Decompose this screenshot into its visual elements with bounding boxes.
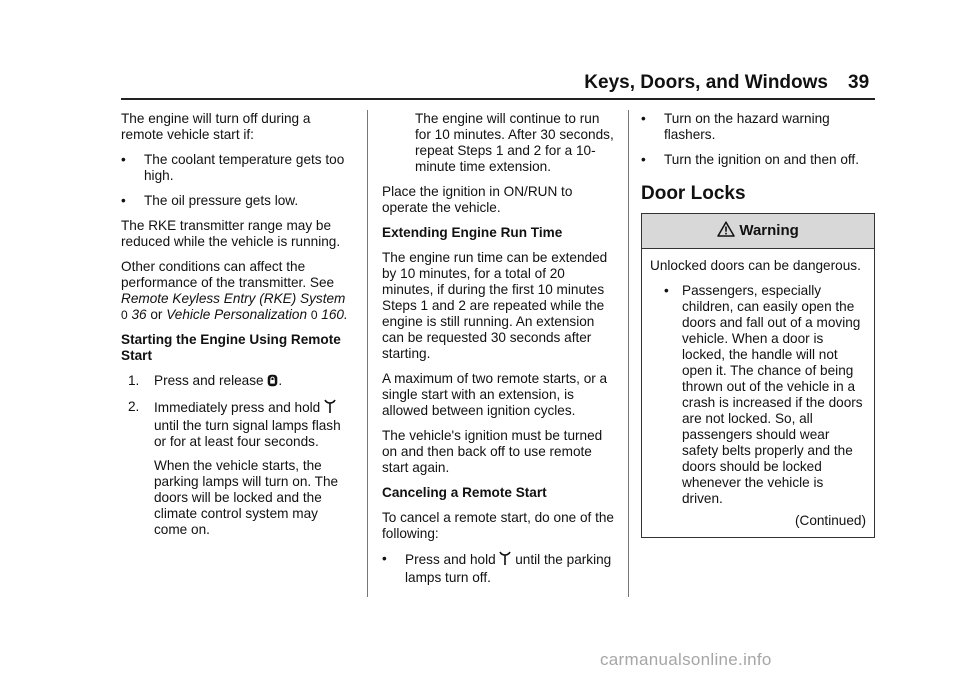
step-text: Press and release xyxy=(154,373,264,388)
page-reference[interactable]: 36 xyxy=(131,307,147,322)
bullet-mark: • xyxy=(641,111,646,126)
warning-title: Warning xyxy=(739,222,799,239)
warning-box xyxy=(641,213,875,538)
step-number: 2. xyxy=(128,399,140,414)
warning-header xyxy=(642,214,874,249)
bullet-item xyxy=(641,152,875,168)
header-rule xyxy=(121,98,875,100)
warning-triangle-icon xyxy=(717,216,735,250)
column-divider xyxy=(367,110,368,597)
header-title: Keys, Doors, and Windows xyxy=(584,72,828,93)
bullet-mark: • xyxy=(382,551,387,566)
paragraph: A maximum of two remote starts, or a single start with an extension, is allowed between ignition cycles. xyxy=(382,371,608,418)
numbered-step xyxy=(121,373,353,391)
text: or xyxy=(146,307,167,322)
paragraph: The RKE transmitter range may be reduced while the vehicle is running. xyxy=(121,218,341,249)
column-divider xyxy=(628,110,629,597)
bullet-item xyxy=(382,551,614,586)
bullet-item xyxy=(641,111,875,143)
paragraph: The vehicle's ignition must be turned on and then back off to use remote start again. xyxy=(382,428,603,475)
column-3 xyxy=(641,111,875,538)
paragraph: To cancel a remote start, do one of the following: xyxy=(382,510,614,541)
paragraph: The engine will continue to run for 10 minutes. After 30 seconds, repeat Steps 1 and 2 for a 10-minute time extension. xyxy=(415,111,614,174)
paragraph: The engine will turn off during a remote vehicle start if: xyxy=(121,111,311,142)
bullet-mark: • xyxy=(641,152,646,167)
section-title: Door Locks xyxy=(641,183,746,204)
column-1 xyxy=(121,111,353,547)
bullet-mark: • xyxy=(121,193,126,208)
warning-bullet xyxy=(650,283,866,507)
numbered-step xyxy=(121,399,353,450)
continued-label: (Continued) xyxy=(794,513,866,528)
lock-fob-icon xyxy=(267,374,278,391)
bullet-mark: • xyxy=(664,283,669,298)
text: Other conditions can affect the performance of the transmitter. See xyxy=(121,259,335,290)
subheading: Extending Engine Run Time xyxy=(382,225,563,240)
page-number: 39 xyxy=(848,72,870,93)
page-arrow-icon: 0 xyxy=(121,308,128,322)
watermark: carmanualsonline.info xyxy=(600,650,772,669)
column-2 xyxy=(382,111,614,595)
bullet-text: The oil pressure gets low. xyxy=(144,193,299,208)
step-text-end: . xyxy=(278,373,283,388)
subheading: Canceling a Remote Start xyxy=(382,485,547,500)
step-text: until the turn signal lamps flash or for at least four seconds. xyxy=(154,418,341,449)
step-number: 1. xyxy=(128,373,140,388)
paragraph-see-also xyxy=(121,259,353,323)
bullet-text: Press and hold xyxy=(405,552,496,567)
bullet-item xyxy=(121,193,353,209)
paragraph: Place the ignition in ON/RUN to operate the vehicle. xyxy=(382,184,573,215)
paragraph: The engine run time can be extended by 10 minutes, for a total of 20 minutes, if during the first 10 minutes Steps 1 and 2 are repeated while the engine is still running. An extension can be requested 30 seconds after starting. xyxy=(382,250,608,361)
warning-bullet-text: Passengers, especially children, can easily open the doors and fall out of a moving vehicle. When a door is locked, the handle will not open it. The chance of being thrown out of the vehicle in a crash is increased if the doors are not locked. So, all passengers should wear safety belts properly and the doors should be locked whenever the vehicle is driven. xyxy=(682,283,863,506)
bullet-text: Turn the ignition on and then off. xyxy=(664,152,859,167)
remote-start-icon xyxy=(499,551,511,570)
step-text: Immediately press and hold xyxy=(154,400,321,415)
bullet-text: Turn on the hazard warning flashers. xyxy=(664,111,830,142)
bullet-mark: • xyxy=(121,152,126,167)
page-reference[interactable]: 160. xyxy=(321,307,348,322)
page-arrow-icon: 0 xyxy=(310,308,318,322)
bullet-text: until the parking lamps turn off. xyxy=(405,552,612,585)
bullet-item xyxy=(121,152,353,184)
remote-start-icon xyxy=(324,399,336,418)
subheading: Starting the Engine Using Remote Start xyxy=(121,332,341,363)
warning-body xyxy=(642,249,874,537)
cross-reference-link[interactable]: Remote Keyless Entry (RKE) System xyxy=(121,291,346,306)
paragraph: When the vehicle starts, the parking lamps will turn on. The doors will be locked and the climate control system may come on. xyxy=(154,458,339,537)
bullet-text: The coolant temperature gets too high. xyxy=(144,152,345,183)
cross-reference-link[interactable]: Vehicle Personalization xyxy=(166,307,308,322)
warning-intro: Unlocked doors can be dangerous. xyxy=(650,258,861,273)
